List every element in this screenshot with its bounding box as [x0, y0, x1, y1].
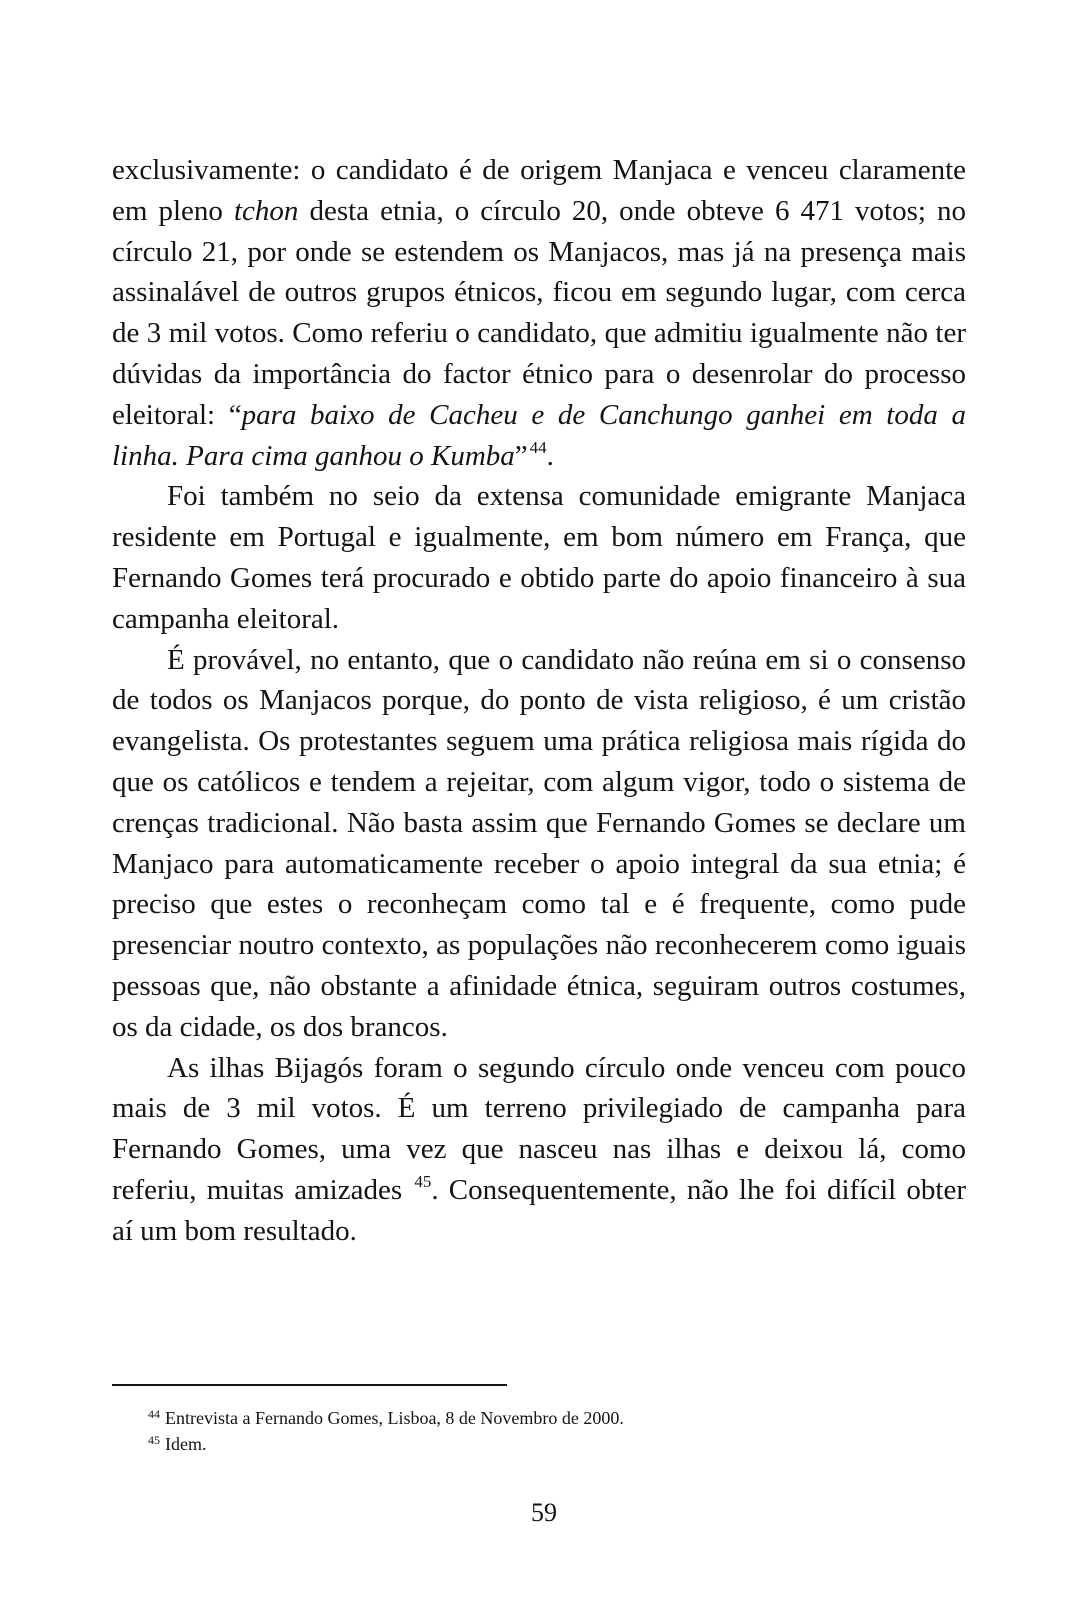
- footnote-text: Entrevista a Fernando Gomes, Lisboa, 8 de Novembro de 2000.: [165, 1408, 624, 1428]
- footnote-text: Idem.: [165, 1434, 207, 1454]
- paragraph-2: Foi também no seio da extensa comunidade emigrante Manjaca residente em Portugal e igualmente, em bom número em França, que Fernando Gomes terá procurado e obtido parte do apoio financeiro à sua campanha eleitoral.: [112, 480, 966, 635]
- paragraph-1: exclusivamente: o candidato é de origem Manjaca e venceu claramente em pleno tchon desta etnia, o círculo 20, onde obteve 6 471 votos; no círculo 21, por onde se estendem os Manjacos, mas já na presença mais assinalável de outros grupos étnicos, ficou em segundo lugar, com cerca de 3 mil votos. Como referiu o candidato, que admitiu igualmente não ter dúvidas da importância do factor étnico para o desenrolar do processo eleitoral: “para baixo de Cacheu e de Canchungo ganhei em toda a linha. Para cima ganhou o Kumba” $^{44}$.: [112, 154, 967, 472]
- footnote-ref-45[interactable]: 45: [414, 1171, 432, 1191]
- paragraph-4: As ilhas Bijagós foram o segundo círculo onde venceu com pouco mais de 3 mil votos. É um terreno privilegiado de campanha para Fernando Gomes, uma vez que nasceu nas ilhas e deixou lá, como referiu, muitas amizades $^{45}$. Consequentemente, não lhe foi difícil obter aí um bom resultado.: [112, 1051, 966, 1247]
- quote-candidate: para baixo de Cacheu e de Canchungo ganhei em toda a linha. Para cima ganhou o Kumba: [112, 398, 966, 472]
- footnote-44: [148, 1405, 948, 1431]
- body-text: [112, 150, 966, 1252]
- footnote-45: [148, 1431, 948, 1457]
- footnote-ref-44[interactable]: 44: [529, 437, 547, 457]
- footnote-number: 44: [148, 1407, 160, 1421]
- footnote-number: 45: [148, 1433, 160, 1447]
- term-tchon: tchon: [233, 194, 299, 227]
- paragraph-3: É provável, no entanto, que o candidato não reúna em si o consenso de todos os Manjacos porque, do ponto de vista religioso, é um cristão evangelista. Os protestantes seguem uma prática religiosa mais rígida do que os católicos e tendem a rejeitar, com algum vigor, todo o sistema de crenças tradicional. Não basta assim que Fernando Gomes se declare um Manjaco para automaticamente receber o apoio integral da sua etnia; é preciso que estes o reconheçam como tal e é frequente, como pude presenciar noutro contexto, as populações não reconhecerem como iguais pessoas que, não obstante a afinidade étnica, seguiram outros costumes, os da cidade, os dos brancos.: [112, 643, 966, 1043]
- footnote-divider: [112, 1384, 507, 1386]
- page-number: 59: [531, 1498, 557, 1527]
- footnotes: [148, 1405, 948, 1457]
